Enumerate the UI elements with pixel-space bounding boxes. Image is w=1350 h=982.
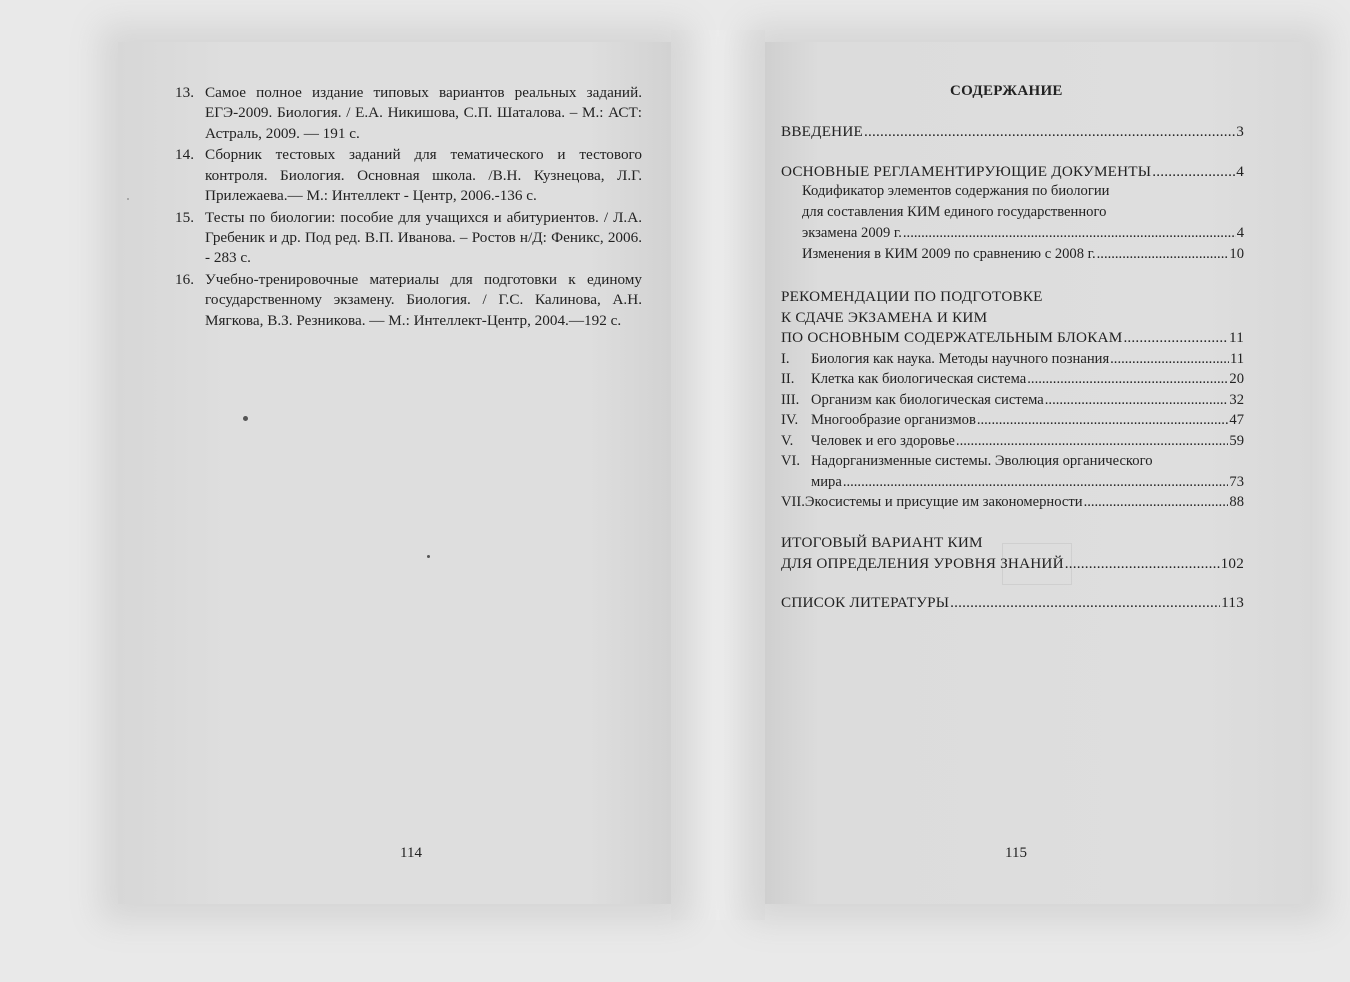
toc-subentry	[802, 244, 1244, 265]
toc-block-number: V.	[781, 432, 794, 449]
toc-block-page: 32	[1229, 391, 1244, 408]
page-number-right: 115	[1005, 845, 1027, 861]
toc-block-label: мира	[811, 473, 842, 490]
toc-entry-recommendations	[781, 287, 1244, 513]
toc-block-number: II.	[781, 371, 795, 387]
toc-entry-label: ДЛЯ ОПРЕДЕЛЕНИЯ УРОВНЯ ЗНАНИЙ	[781, 554, 1064, 572]
toc-leader-dots	[1027, 369, 1228, 390]
toc-leader-dots	[843, 472, 1229, 493]
bibliography-item	[175, 208, 642, 269]
toc-leader-dots	[956, 431, 1228, 452]
scan-speck	[127, 198, 129, 200]
toc-subentry-line: Кодификатор элементов содержания по биологии	[802, 183, 1110, 199]
toc-subentry-line: для составления КИМ единого государственного	[802, 204, 1107, 220]
toc-block-page: 47	[1229, 412, 1244, 428]
toc-block-item	[781, 369, 1244, 390]
toc-leader-dots	[1123, 328, 1228, 349]
bibliography-item	[175, 145, 642, 206]
toc-title: СОДЕРЖАНИЕ	[950, 83, 1063, 99]
bibliography-text: Самое полное издание типовых вариантов реальных заданий. ЕГЭ-2009. Биология. / Е.А. Никишова, С.П. Шаталова. – М.: АСТ: Астраль, 2009. — 191 с.	[205, 84, 642, 142]
toc-leader-dots	[1110, 349, 1229, 370]
toc-heading-line: К СДАЧЕ ЭКЗАМЕНА И КИМ	[781, 308, 988, 326]
toc-heading-line: ИТОГОВЫЙ ВАРИАНТ КИМ	[781, 534, 983, 551]
toc-leader-dots	[1084, 492, 1229, 513]
toc-leader-dots	[950, 594, 1220, 612]
book-gutter	[671, 30, 765, 920]
toc-leader-dots	[1045, 390, 1229, 411]
toc-entry-page: 3	[1236, 123, 1244, 140]
bibliography-list	[175, 83, 642, 333]
toc-block-number: III.	[781, 391, 800, 408]
toc-block-label: Надорганизменные системы. Эволюция органического	[811, 453, 1153, 469]
toc-leader-dots	[1097, 244, 1229, 265]
toc-entry-page: 4	[1236, 163, 1244, 180]
toc-block-item	[781, 349, 1244, 370]
toc-leader-dots	[1152, 163, 1235, 181]
scan-speck	[427, 555, 430, 558]
toc-block-item-continued	[781, 472, 1244, 493]
toc-subentry-page: 4	[1236, 225, 1244, 241]
bibliography-text: Сборник тестовых заданий для тематического и тестового контроля. Биология. Основная школа. /В.Н. Кузнецова, Л.Г. Прилежаева.— М.: Интеллект - Центр, 2006.-136 с.	[205, 146, 642, 204]
toc-heading-line: РЕКОМЕНДАЦИИ ПО ПОДГОТОВКЕ	[781, 288, 1043, 305]
toc-block-label: Клетка как биологическая система	[811, 371, 1027, 387]
toc-entry-literature	[781, 594, 1244, 612]
toc-block-page: 59	[1229, 432, 1244, 449]
toc-block-item	[781, 410, 1244, 431]
bibliography-number: 13.	[175, 84, 194, 101]
toc-block-page: 11	[1229, 350, 1244, 367]
toc-leader-dots	[864, 123, 1235, 141]
toc-block-number: I.	[781, 350, 790, 367]
toc-entry-intro	[781, 123, 1244, 141]
bibliography-number: 14.	[175, 146, 194, 164]
scan-speck	[243, 416, 248, 421]
bibliography-text: Учебно-тренировочные материалы для подготовки к единому государственному экзамену. Биология. / Г.С. Калинова, А.Н. Мягкова, В.З. Резникова. — М.: Интеллект-Центр, 2004.—192 с.	[205, 271, 642, 329]
toc-block-page: 88	[1229, 494, 1244, 510]
toc-entry-label: ПО ОСНОВНЫМ СОДЕРЖАТЕЛЬНЫМ БЛОКАМ	[781, 329, 1123, 346]
toc-entry-label: ВВЕДЕНИЕ	[781, 123, 863, 140]
bibliography-item	[175, 270, 642, 331]
toc-subentry-page: 10	[1229, 246, 1244, 262]
toc-subentry	[802, 223, 1244, 244]
toc-block-label: Человек и его здоровье	[811, 432, 955, 449]
toc-leader-dots	[1065, 554, 1220, 575]
toc-block-page: 20	[1229, 371, 1244, 387]
bibliography-text: Тесты по биологии: пособие для учащихся и абитуриентов. / Л.А. Гребеник и др. Под ред. В.П. Иванова. – Ростов н/Д: Феникс, 2006. - 283 с.	[205, 208, 642, 267]
toc-entry-page: 113	[1221, 594, 1244, 611]
toc-entry-label: СПИСОК ЛИТЕРАТУРЫ	[781, 594, 950, 611]
toc-block-label: Экосистемы и присущие им закономерности	[804, 494, 1083, 510]
toc-entry-page: 11	[1228, 329, 1244, 346]
toc-subentry-label: экзамена 2009 г.	[802, 225, 902, 241]
toc-leader-dots	[903, 223, 1236, 244]
toc-block-label: Биология как наука. Методы научного познания	[811, 350, 1110, 367]
toc-block-number: IV.	[781, 412, 799, 428]
toc-leader-dots	[977, 410, 1229, 431]
bibliography-number: 15.	[175, 208, 194, 226]
bibliography-number: 16.	[175, 271, 194, 289]
bibliography-item	[175, 83, 642, 144]
toc-block-item	[781, 431, 1244, 452]
toc-entry-page: 102	[1220, 554, 1244, 572]
page-number-left: 114	[400, 845, 422, 861]
toc-subentry-label: Изменения в КИМ 2009 по сравнению с 2008 г.	[802, 246, 1096, 262]
toc-block-label: Многообразие организмов	[811, 412, 976, 428]
toc-block-page: 73	[1229, 473, 1244, 490]
toc-block-item	[781, 451, 1244, 472]
toc-entry-final-variant	[781, 533, 1244, 574]
toc-entry-documents	[781, 163, 1244, 265]
toc-block-number: VI.	[781, 453, 801, 469]
toc-block-item	[781, 390, 1244, 411]
toc-block-label: Организм как биологическая система	[811, 391, 1044, 408]
toc-entry-label: ОСНОВНЫЕ РЕГЛАМЕНТИРУЮЩИЕ ДОКУМЕНТЫ	[781, 163, 1152, 180]
toc-block-number: VII.	[781, 494, 805, 510]
toc-block-item	[781, 492, 1244, 513]
